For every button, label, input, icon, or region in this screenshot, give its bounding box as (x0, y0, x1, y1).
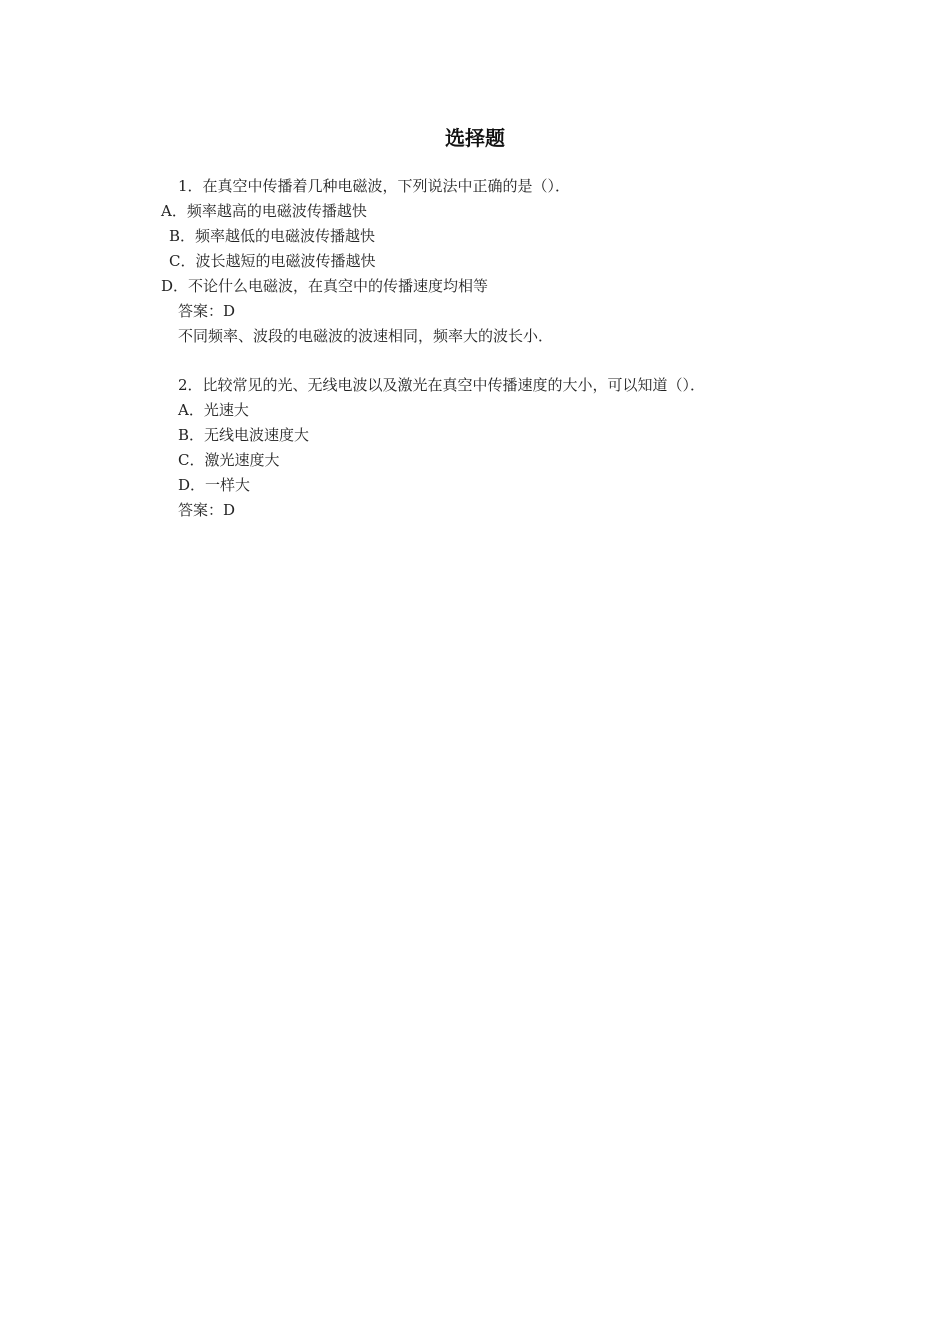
question-1-option-a: A．频率越高的电磁波传播越快 (161, 202, 367, 220)
question-2-option-d: D．一样大 (178, 476, 251, 494)
question-2-option-a: A．光速大 (178, 401, 249, 419)
question-1-option-c: C．波长越短的电磁波传播越快 (169, 252, 376, 270)
question-2-option-b: B．无线电波速度大 (178, 426, 310, 444)
question-1-answer: 答案：D (178, 302, 236, 320)
question-1-explanation: 不同频率、波段的电磁波的波速相同，频率大的波长小． (178, 327, 554, 345)
question-1-stem: 1．在真空中传播着几种电磁波，下列说法中正确的是（）． (178, 177, 571, 195)
page-title: 选择题 (445, 126, 505, 150)
question-2-stem: 2．比较常见的光、无线电波以及激光在真空中传播速度的大小，可以知道（）． (178, 376, 706, 394)
question-1-option-b: B．频率越低的电磁波传播越快 (169, 227, 376, 245)
question-2-option-c: C．激光速度大 (178, 451, 280, 469)
question-1-option-d: D．不论什么电磁波，在真空中的传播速度均相等 (161, 277, 489, 295)
question-2-answer: 答案：D (178, 501, 236, 519)
